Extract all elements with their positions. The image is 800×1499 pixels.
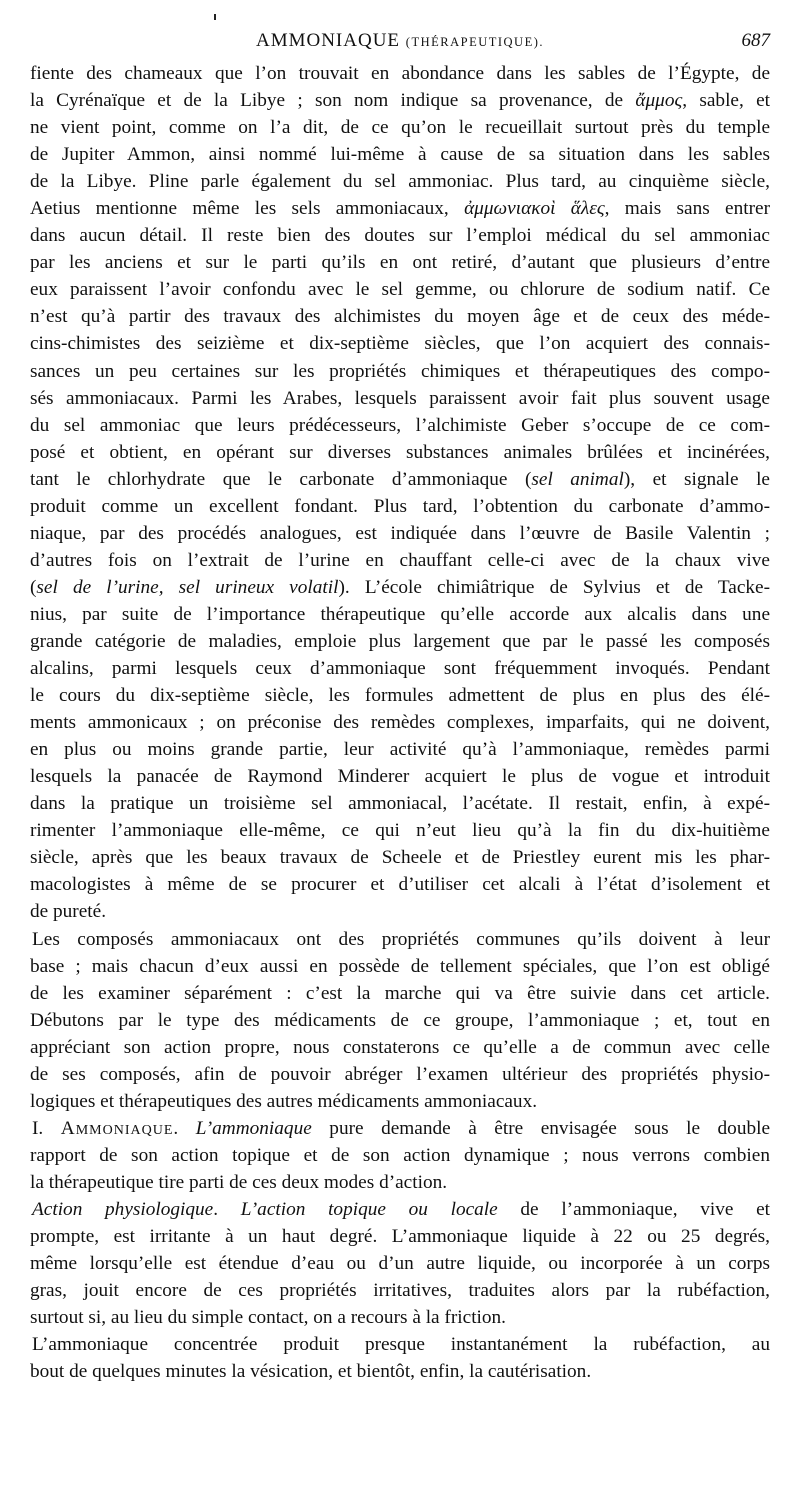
text-run: rimenter l’ammoniaque elle-même, ce qui n’eut lieu qu’à la fin du dix-huitième — [30, 820, 770, 842]
running-title-main: AMMONIAQUE — [255, 30, 401, 51]
text-run: dans aucun détail. Il reste bien des doutes sur l’emploi médical du sel ammoniac — [30, 225, 770, 247]
text-run: de les examiner séparément : c’est la marche qui va être suivie dans cet article. — [30, 982, 770, 1004]
text-line — [30, 1304, 770, 1331]
text-run: I. — [32, 1117, 61, 1139]
text-line — [30, 412, 770, 439]
text-line — [30, 953, 770, 980]
text-line — [30, 1007, 770, 1034]
text-run: sel animal — [531, 468, 624, 490]
text-line — [30, 330, 770, 357]
text-run: ). L’école chimiâtrique de Sylvius et de Tacke- — [338, 576, 770, 598]
text-run: eux paraissent l’avoir confondu avec le sel gemme, ou chlorure de sodium natif. Ce — [30, 279, 770, 301]
text-line — [30, 844, 770, 871]
text-run: d’autres fois on l’extrait de l’urine en chauffant celle-ci avec de la chaux vive — [30, 549, 770, 571]
text-line — [30, 114, 770, 141]
text-run: de l’ammoniaque, vive et — [497, 1198, 771, 1220]
text-run: Action physiologique — [32, 1198, 214, 1220]
text-line — [30, 222, 770, 249]
text-run: ( — [30, 576, 37, 598]
text-run: grande catégorie de maladies, emploie plus largement que par le passé les composés — [30, 630, 770, 652]
text-run: . — [173, 1117, 196, 1139]
text-run: sances un peu certaines sur les propriétés chimiques et thérapeutiques des compo- — [30, 360, 770, 382]
text-run: niaque, par des procédés analogues, est indiquée dans l’œuvre de Basile Valentin ; — [30, 522, 770, 544]
text-line — [30, 1034, 770, 1061]
text-line — [30, 358, 770, 385]
text-run: prompte, est irritante à un haut degré. L’ammoniaque liquide à 22 ou 25 degrés, — [30, 1226, 770, 1248]
text-run: produit comme un excellent fondant. Plus tard, l’obtention du carbonate d’ammo- — [30, 495, 770, 517]
text-run: , sable, et — [682, 90, 770, 112]
text-line — [30, 1088, 770, 1115]
text-line — [30, 547, 770, 574]
text-run: tant le chlorhydrate que le carbonate d’ammoniaque ( — [30, 468, 532, 490]
text-run: Débutons par le type des médicaments de ce groupe, l’ammoniaque ; et, tout en — [30, 1009, 770, 1031]
text-run: nius, par suite de l’importance thérapeutique qu’elle accorde aux alcalis dans une — [30, 603, 770, 625]
text-run: , mais sans entrer — [604, 198, 771, 220]
text-line — [30, 1115, 770, 1142]
text-run: Les composés ammoniacaux ont des propriétés communes qu’ils doivent à leur — [32, 928, 770, 950]
text-line — [30, 303, 770, 330]
text-line — [30, 574, 770, 601]
text-line — [30, 60, 770, 87]
text-run: macologistes à même de se procurer et d’utiliser cet alcali à l’état d’isolement et — [30, 874, 770, 896]
text-run: ), et signale le — [623, 468, 770, 490]
text-run: fiente des chameaux que l’on trouvait en abondance dans les sables de l’Égypte, de — [30, 63, 770, 84]
text-run: la Cyrénaïque et de la Libye ; son nom indique sa provenance, de — [30, 90, 636, 112]
body-text — [30, 60, 770, 1385]
text-line — [30, 601, 770, 628]
text-line — [30, 1196, 770, 1223]
text-line — [30, 249, 770, 276]
text-line — [30, 763, 770, 790]
running-header — [30, 30, 770, 56]
text-run: de pureté. — [30, 901, 107, 923]
text-run: ἀμμωνιακοὶ ἅλες — [464, 198, 605, 220]
text-run: pure demande à être envisagée sous le double — [311, 1117, 771, 1139]
text-run: en plus ou moins grande partie, leur activité qu’à l’ammoniaque, remèdes parmi — [30, 739, 770, 761]
text-run: n’est qu’à partir des travaux des alchimistes du moyen âge et de ceux des méde- — [30, 306, 770, 328]
text-run: bout de quelques minutes la vésication, et bientôt, enfin, la cautérisation. — [30, 1361, 592, 1383]
text-run: appréciant son action propre, nous constaterons ce qu’elle a de commun avec celle — [30, 1036, 770, 1058]
text-line — [30, 655, 770, 682]
text-run: posé et obtient, en opérant sur diverses substances animales brûlées et incinérées, — [30, 441, 770, 463]
text-line — [30, 790, 770, 817]
text-line — [30, 926, 770, 953]
text-line — [30, 1358, 770, 1385]
text-run: Aetius mentionne même les sels ammoniacaux, — [30, 198, 465, 220]
text-run: L’action topique ou locale — [240, 1198, 498, 1220]
text-run: sel de l’urine, sel urineux volatil — [36, 576, 339, 598]
text-run: même lorsqu’elle est étendue d’eau ou d’un autre liquide, ou incorporée à un corps — [30, 1253, 770, 1275]
text-run: du sel ammoniac que leurs prédécesseurs, l’alchimiste Geber s’occupe de ce com- — [30, 414, 770, 436]
text-run: ne vient point, comme on l’a dit, de ce qu’on le recueillait surtout près du temple — [30, 117, 770, 139]
text-line — [30, 1223, 770, 1250]
running-title-sub: (THÉRAPEUTIQUE). — [405, 35, 545, 49]
text-line — [30, 817, 770, 844]
text-line — [30, 1169, 770, 1196]
text-line — [30, 439, 770, 466]
text-line — [30, 1277, 770, 1304]
text-line — [30, 1061, 770, 1088]
text-run: logiques et thérapeutiques des autres médicaments ammoniacaux. — [30, 1090, 538, 1112]
text-run: siècle, après que les beaux travaux de Scheele et de Priestley eurent mis les phar- — [30, 847, 770, 869]
text-line — [30, 898, 770, 925]
text-line — [30, 736, 770, 763]
text-run: de la Libye. Pline parle également du sel ammoniac. Plus tard, au cinquième siècle, — [30, 171, 770, 193]
text-line — [30, 87, 770, 114]
text-run: rapport de son action topique et de son action dynamique ; nous verrons combien — [30, 1144, 770, 1166]
text-run: ments ammonicaux ; on préconise des remèdes complexes, imparfaits, qui ne doivent, — [30, 712, 770, 734]
text-run: base ; mais chacun d’eux aussi en possède de tellement spéciales, que l’on est obligé — [30, 955, 770, 977]
print-mark — [214, 14, 216, 20]
text-line — [30, 520, 770, 547]
text-line — [30, 466, 770, 493]
text-run: lesquels la panacée de Raymond Minderer acquiert le plus de vogue et introduit — [30, 766, 770, 788]
text-line — [30, 493, 770, 520]
text-line — [30, 195, 770, 222]
text-run: le cours du dix-septième siècle, les formules admettent de plus en plus des élé- — [30, 685, 770, 707]
text-line — [30, 1250, 770, 1277]
text-run: de Jupiter Ammon, ainsi nommé lui-même à cause de sa situation dans les sables — [30, 144, 770, 166]
text-run: L’ammoniaque concentrée produit presque instantanément la rubéfaction, au — [32, 1334, 770, 1356]
text-line — [30, 1142, 770, 1169]
page-number: 687 — [741, 30, 770, 51]
text-line — [30, 168, 770, 195]
text-run: Ammoniaque — [60, 1117, 174, 1139]
text-line — [30, 141, 770, 168]
text-run: alcalins, parmi lesquels ceux d’ammoniaque sont fréquemment invoqués. Pendant — [30, 658, 770, 680]
text-line — [30, 980, 770, 1007]
text-run: de ses composés, afin de pouvoir abréger l’examen ultérieur des propriétés physio- — [30, 1063, 770, 1085]
text-line — [30, 682, 770, 709]
text-run: par les anciens et sur le parti qu’ils en ont retiré, d’autant que plusieurs d’entre — [30, 252, 770, 274]
text-line — [30, 628, 770, 655]
text-run: dans la pratique un troisième sel ammoniacal, l’acétate. Il restait, enfin, à expé- — [30, 793, 770, 815]
text-line — [30, 276, 770, 303]
text-line — [30, 1331, 770, 1358]
text-run: gras, jouit encore de ces propriétés irritatives, traduites alors par la rubéfaction, — [30, 1280, 770, 1302]
text-run: surtout si, au lieu du simple contact, on a recours à la friction. — [30, 1307, 507, 1329]
text-run: ἄμμος — [635, 90, 683, 112]
text-run: cins-chimistes des seizième et dix-septième siècles, que l’on acquiert des connais- — [30, 333, 770, 355]
text-run: sés ammoniacaux. Parmi les Arabes, lesquels paraissent avoir fait plus souvent usage — [30, 387, 770, 409]
text-run: . — [213, 1198, 241, 1220]
running-title — [30, 30, 770, 52]
text-run: L’ammoniaque — [195, 1117, 312, 1139]
text-line — [30, 709, 770, 736]
text-line — [30, 871, 770, 898]
text-run: la thérapeutique tire parti de ces deux modes d’action. — [30, 1171, 448, 1193]
text-line — [30, 385, 770, 412]
